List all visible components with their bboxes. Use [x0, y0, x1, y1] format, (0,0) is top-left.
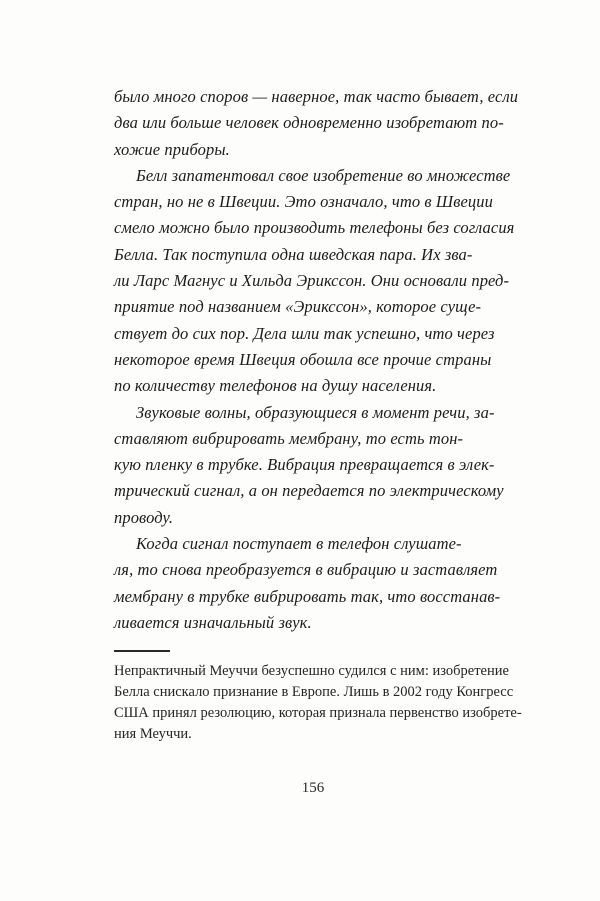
text-line: ставляют вибрировать мембрану, то есть тон- [114, 428, 464, 448]
footnote-line: ния Меуччи. [114, 725, 192, 742]
footnote [114, 661, 522, 744]
paragraph [114, 531, 514, 636]
text-line: приятие под названием «Эрикссон», которое суще- [114, 297, 482, 317]
text-line: некоторое время Швеция обошла все прочие страны [114, 349, 492, 369]
paragraph [114, 400, 514, 531]
text-line: Звуковые волны, образующиеся в момент речи, за- [136, 402, 495, 422]
text-line: Когда сигнал поступает в телефон слушате- [136, 534, 462, 554]
text-line: кую пленку в трубке. Вибрация превращается в элек- [114, 455, 495, 475]
text-line: ля, то снова преобразуется в вибрацию и заставляет [114, 560, 498, 580]
text-line: ствует до сих пор. Дела шли так успешно, что через [114, 323, 495, 343]
text-line: было много споров — наверное, так часто бывает, если [114, 87, 519, 106]
paragraph [114, 163, 514, 400]
text-line: проводу. [114, 507, 174, 527]
text-line: ливается изначальный звук. [114, 612, 312, 632]
footnote-separator [114, 650, 170, 652]
footnote-line: Непрактичный Меуччи безуспешно судился с ним: изобретение [114, 663, 509, 680]
text-line: смело можно было производить телефоны без согласия [114, 218, 515, 238]
text-line: Белла. Так поступила одна шведская пара. Их зва- [114, 244, 473, 264]
page-number: 156 [301, 780, 325, 796]
text-line: по количеству телефонов на душу населения. [114, 376, 437, 396]
footnote-line: США принял резолюцию, которая признала первенство изобрете- [114, 704, 522, 721]
text-line: мембрану в трубке вибрировать так, что восстанав- [114, 586, 501, 606]
text-line: стран, но не в Швеции. Это означало, что в Швеции [114, 192, 493, 212]
text-line: ли Ларс Магнус и Хильда Эрикссон. Они основали пред- [114, 271, 510, 291]
text-line: два или больше человек одновременно изобретают по- [114, 113, 504, 133]
text-line: Белл запатентовал свое изобретение во множестве [136, 165, 511, 185]
paragraph [114, 84, 519, 163]
text-line: трический сигнал, а он передается по электрическому [114, 481, 504, 501]
main-text [114, 84, 519, 636]
footnote-line: Белла снискало признание в Европе. Лишь в 2002 году Конгресс [114, 684, 514, 701]
text-line: хожие приборы. [114, 139, 230, 159]
